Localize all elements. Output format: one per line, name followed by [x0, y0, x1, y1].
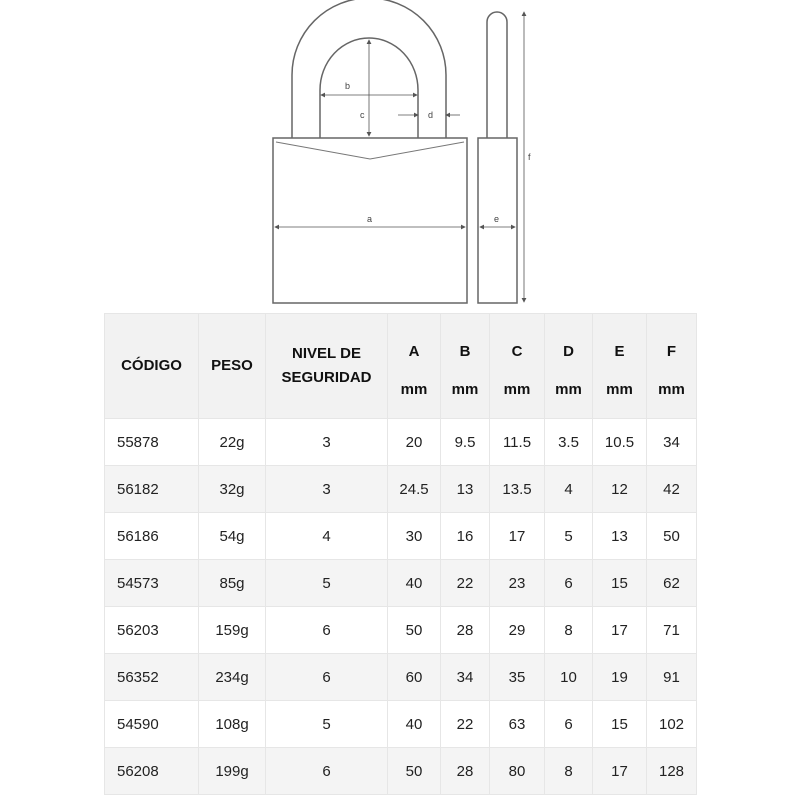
header-dim-d [545, 314, 593, 419]
header-security [266, 314, 388, 419]
table-header-row [105, 314, 697, 419]
table-row [105, 654, 697, 701]
cell-a: 24.5 [388, 466, 441, 513]
header-security-line2: SEGURIDAD [281, 369, 372, 386]
dim-d-label: d [428, 110, 434, 120]
cell-f: 102 [647, 701, 697, 748]
cell-a: 60 [388, 654, 441, 701]
cell-b: 9.5 [441, 419, 490, 466]
header-dim-e [593, 314, 647, 419]
cell-c: 11.5 [490, 419, 545, 466]
cell-c: 13.5 [490, 466, 545, 513]
cell-f: 128 [647, 748, 697, 795]
cell-code: 56208 [105, 748, 199, 795]
header-security-line1: NIVEL DE [292, 345, 361, 362]
cell-security: 6 [266, 607, 388, 654]
cell-b: 34 [441, 654, 490, 701]
cell-weight: 22g [199, 419, 266, 466]
header-code: CÓDIGO [105, 314, 199, 419]
cell-d: 8 [545, 607, 593, 654]
cell-b: 22 [441, 701, 490, 748]
header-dim-letter: D [563, 343, 574, 360]
header-dim-letter: C [511, 343, 523, 360]
cell-d: 5 [545, 513, 593, 560]
dim-b-label: b [345, 81, 351, 91]
cell-weight: 32g [199, 466, 266, 513]
cell-c: 23 [490, 560, 545, 607]
header-dim-letter: A [408, 343, 420, 360]
table-row [105, 560, 697, 607]
header-dim-c [490, 314, 545, 419]
padlock-diagram [0, 0, 800, 312]
cell-d: 3.5 [545, 419, 593, 466]
dim-a-label: a [367, 214, 373, 224]
cell-d: 8 [545, 748, 593, 795]
cell-e: 15 [593, 560, 647, 607]
cell-e: 13 [593, 513, 647, 560]
cell-code: 55878 [105, 419, 199, 466]
cell-code: 56186 [105, 513, 199, 560]
side-shackle [487, 12, 507, 138]
cell-f: 62 [647, 560, 697, 607]
cell-weight: 108g [199, 701, 266, 748]
cell-code: 56203 [105, 607, 199, 654]
cell-f: 91 [647, 654, 697, 701]
cell-security: 5 [266, 560, 388, 607]
cell-a: 50 [388, 607, 441, 654]
cell-e: 15 [593, 701, 647, 748]
header-dim-f [647, 314, 697, 419]
cell-f: 34 [647, 419, 697, 466]
spec-table [104, 313, 697, 795]
table-row [105, 513, 697, 560]
cell-code: 54590 [105, 701, 199, 748]
cell-e: 17 [593, 607, 647, 654]
table-row [105, 748, 697, 795]
cell-security: 3 [266, 466, 388, 513]
cell-security: 3 [266, 419, 388, 466]
cell-c: 63 [490, 701, 545, 748]
cell-security: 6 [266, 748, 388, 795]
header-dim-letter: F [666, 343, 677, 360]
cell-a: 30 [388, 513, 441, 560]
cell-b: 28 [441, 607, 490, 654]
table-row [105, 607, 697, 654]
cell-weight: 85g [199, 560, 266, 607]
table-row [105, 466, 697, 513]
table-row [105, 701, 697, 748]
cell-weight: 54g [199, 513, 266, 560]
header-weight: PESO [199, 314, 266, 419]
table-row [105, 419, 697, 466]
padlock-side-view [478, 12, 531, 303]
cell-a: 20 [388, 419, 441, 466]
cell-a: 40 [388, 701, 441, 748]
cell-a: 50 [388, 748, 441, 795]
cell-weight: 159g [199, 607, 266, 654]
dim-c-label: c [360, 110, 365, 120]
cell-f: 71 [647, 607, 697, 654]
header-dim-letter: B [459, 343, 471, 360]
header-dim-unit: mm [503, 381, 531, 398]
cell-c: 35 [490, 654, 545, 701]
cell-weight: 234g [199, 654, 266, 701]
cell-code: 56352 [105, 654, 199, 701]
cell-d: 10 [545, 654, 593, 701]
header-dim-unit: mm [451, 381, 479, 398]
cell-code: 54573 [105, 560, 199, 607]
cell-e: 10.5 [593, 419, 647, 466]
cell-c: 17 [490, 513, 545, 560]
cell-d: 4 [545, 466, 593, 513]
cell-d: 6 [545, 701, 593, 748]
cell-e: 19 [593, 654, 647, 701]
cell-b: 13 [441, 466, 490, 513]
cell-c: 29 [490, 607, 545, 654]
cell-e: 12 [593, 466, 647, 513]
cell-b: 22 [441, 560, 490, 607]
cell-d: 6 [545, 560, 593, 607]
cell-code: 56182 [105, 466, 199, 513]
padlock-front-view [273, 0, 467, 303]
header-dim-a [388, 314, 441, 419]
cell-f: 42 [647, 466, 697, 513]
header-dim-b [441, 314, 490, 419]
cell-security: 5 [266, 701, 388, 748]
cell-c: 80 [490, 748, 545, 795]
cell-e: 17 [593, 748, 647, 795]
cell-weight: 199g [199, 748, 266, 795]
cell-a: 40 [388, 560, 441, 607]
header-dim-unit: mm [400, 381, 428, 398]
header-dim-letter: E [614, 343, 625, 360]
dim-e-label: e [494, 214, 500, 224]
header-dim-unit: mm [606, 381, 633, 398]
cell-b: 28 [441, 748, 490, 795]
header-dim-unit: mm [555, 381, 582, 398]
table-body [105, 419, 697, 795]
cell-security: 6 [266, 654, 388, 701]
dim-f-label: f [528, 152, 531, 162]
cell-f: 50 [647, 513, 697, 560]
cell-b: 16 [441, 513, 490, 560]
header-dim-unit: mm [658, 381, 685, 398]
cell-security: 4 [266, 513, 388, 560]
